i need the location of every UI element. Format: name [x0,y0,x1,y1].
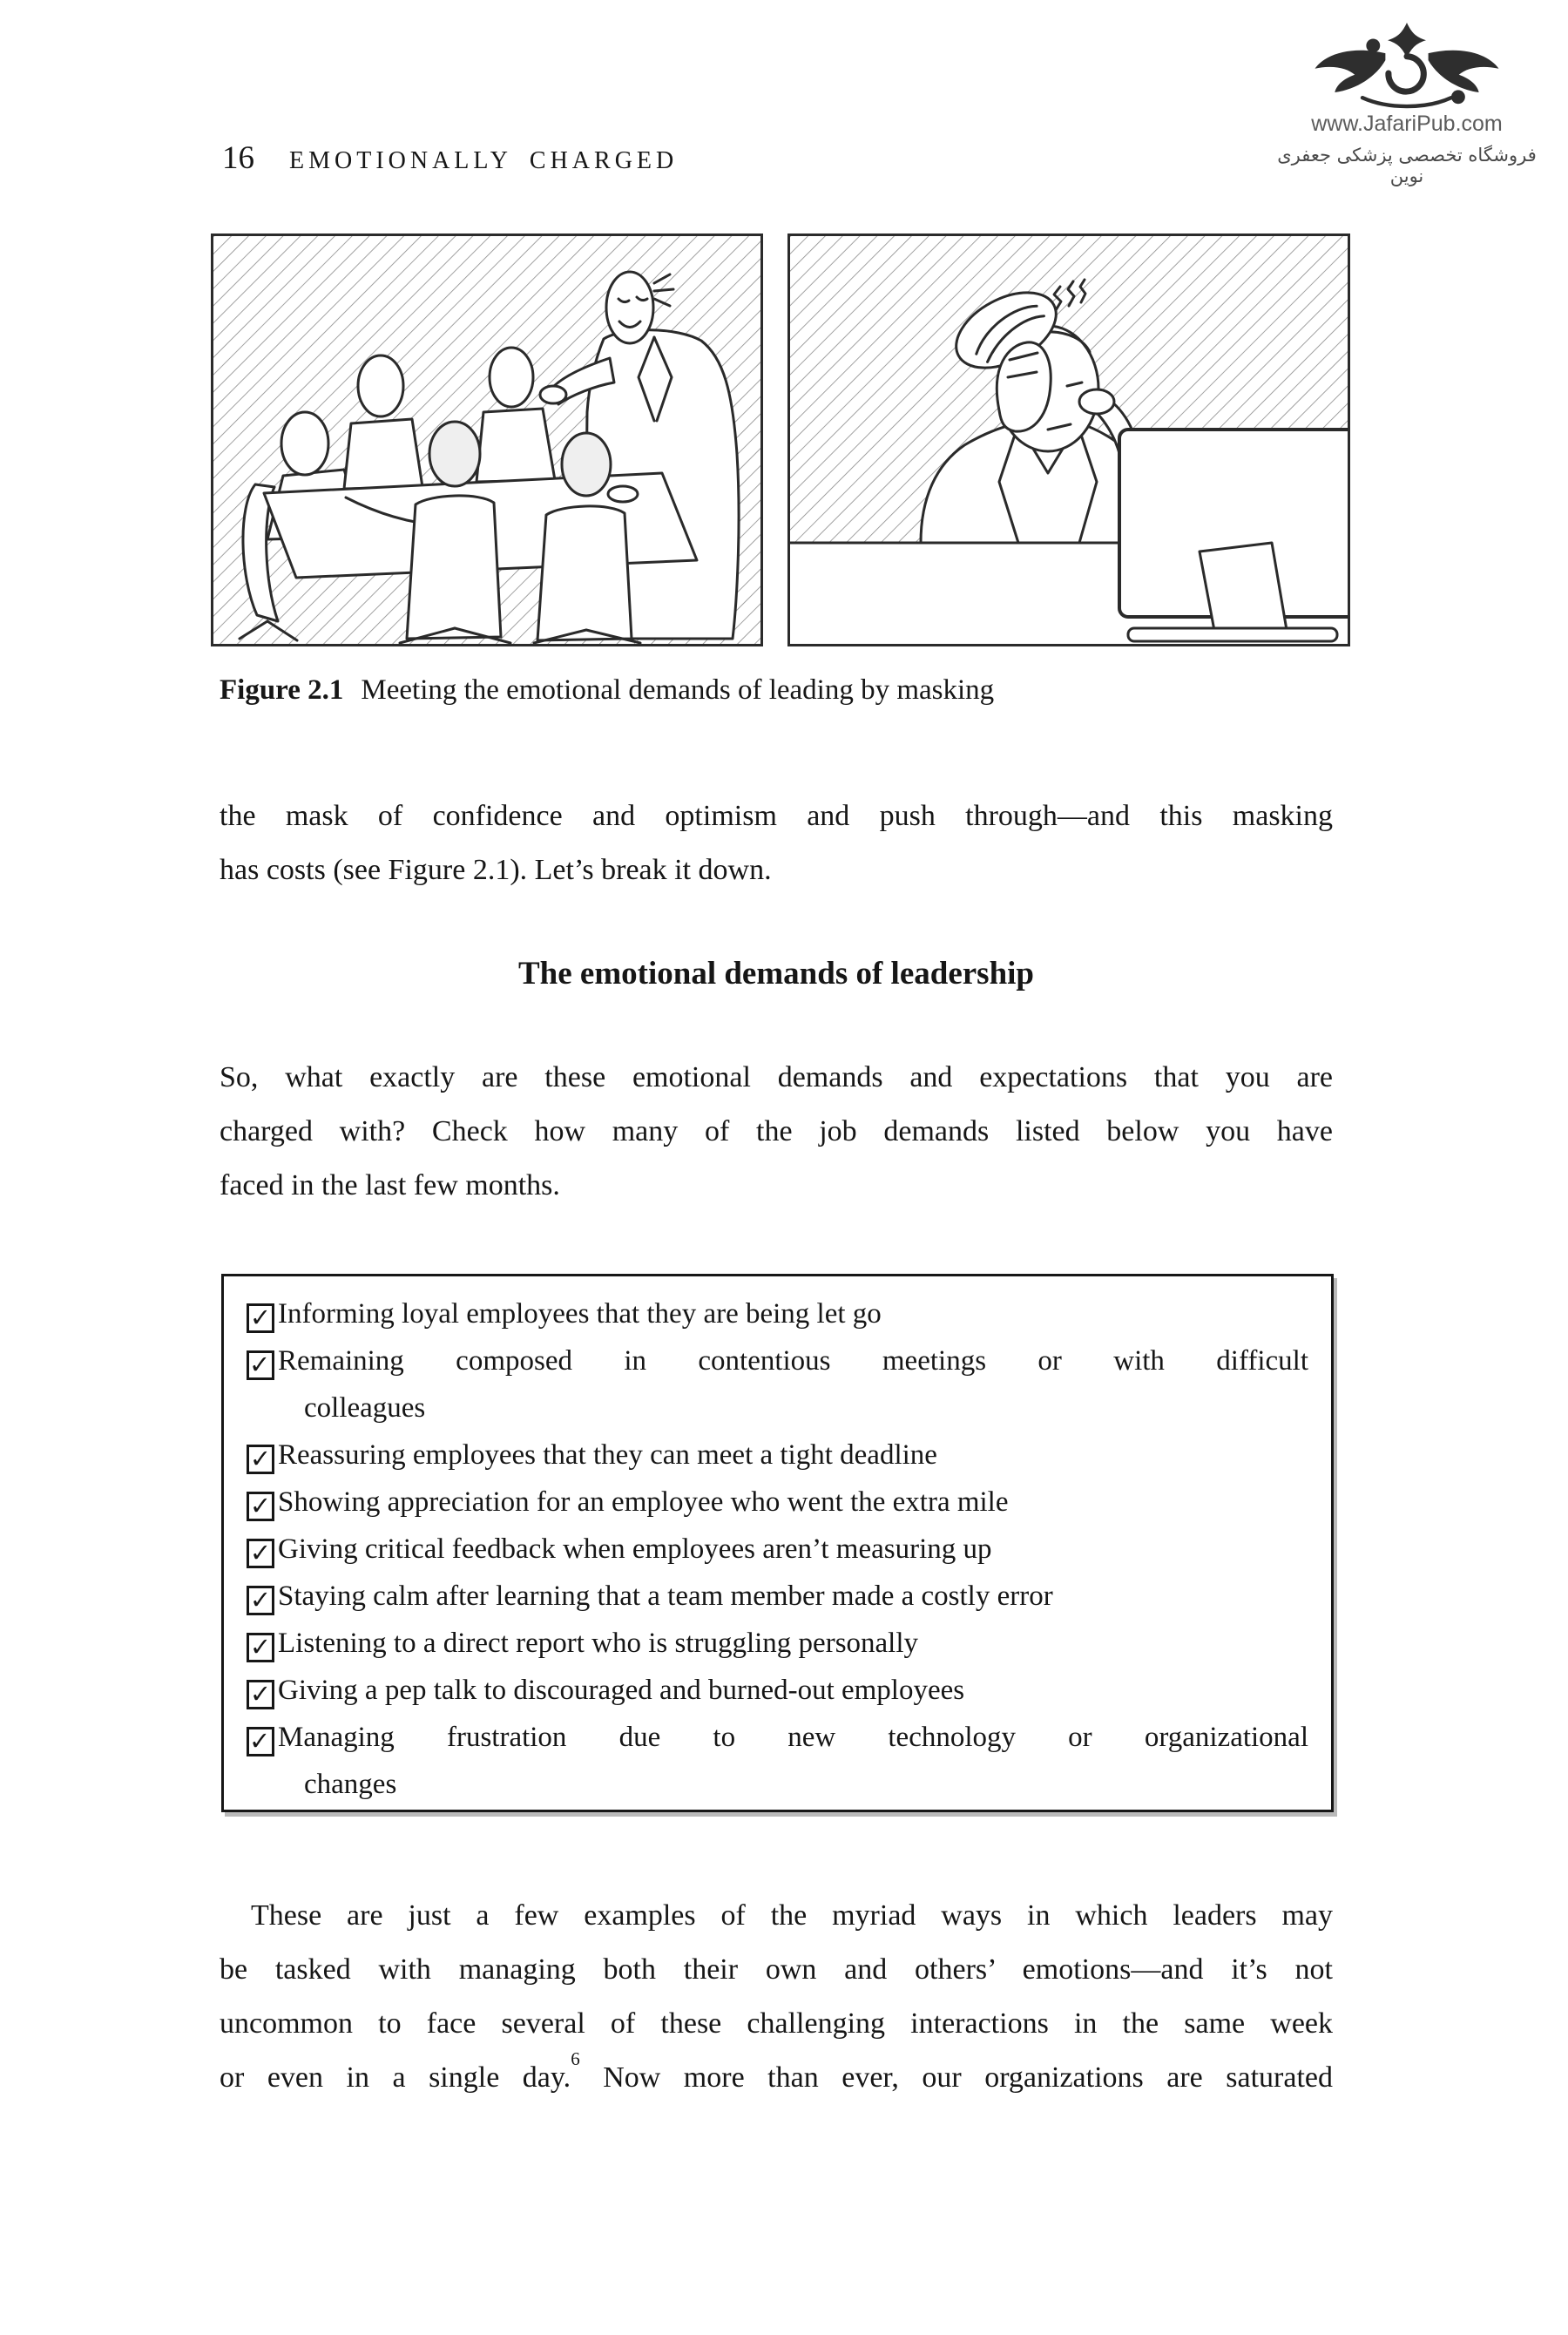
paragraph-line: These are just a few examples of the myriad ways in which leaders may [251,1899,1333,1932]
job-demands-checklist [221,1274,1334,1812]
checklist-item-text: Showing appreciation for an employee who went the extra mile [278,1486,1009,1518]
publisher-brand [1263,23,1551,186]
paragraph-2 [220,1051,1333,1213]
paragraph-line: has costs (see Figure 2.1). Let’s break it down. [220,854,772,886]
paragraph-line: the mask of confidence and optimism and push through—and this masking [220,800,1333,832]
checkbox-checked-icon: ✓ [247,1680,274,1709]
checklist-item-text: Giving critical feedback when employees aren’t measuring up [278,1533,992,1565]
checklist-item-text: Giving a pep talk to discouraged and burned-out employees [278,1675,965,1706]
paragraph-text: Now more than ever, our organizations are saturated [579,2061,1333,2094]
checklist-item-text: Informing loyal employees that they are being let go [278,1298,882,1330]
figure-2-1 [211,234,1350,646]
checklist-item [247,1431,1308,1479]
checkbox-checked-icon: ✓ [247,1586,274,1615]
checklist-item-text: Staying calm after learning that a team member made a costly error [278,1580,1053,1612]
checklist-item-wrap: colleagues [304,1392,426,1424]
checklist-item-text: Reassuring employees that they can meet a tight deadline [278,1439,937,1471]
paragraph-1 [220,789,1333,897]
figure-caption-text: Meeting the emotional demands of leading by masking [361,674,995,706]
running-title: EMOTIONALLY CHARGED [289,147,679,174]
checklist-item [247,1526,1308,1573]
paragraph-line [220,2047,1333,2105]
figure-caption [220,674,994,707]
checklist-item [247,1667,1308,1714]
paragraph-line: So, what exactly are these emotional demands and expectations that you are [220,1061,1333,1093]
page-header [222,139,678,177]
checkbox-checked-icon: ✓ [247,1303,274,1333]
footnote-marker: 6 [571,2047,580,2069]
checkbox-checked-icon: ✓ [247,1445,274,1474]
checklist-item [247,1620,1308,1667]
checkbox-checked-icon: ✓ [247,1492,274,1521]
meeting-masked-leader-illustration [211,234,763,646]
checklist-item [247,1714,1308,1761]
publisher-url: www.JafariPub.com [1311,112,1503,136]
paragraph-line: be tasked with managing both their own and others’ emotions—and it’s not [220,1953,1333,1986]
checkbox-checked-icon: ✓ [247,1633,274,1662]
paragraph-line: faced in the last few months. [220,1169,560,1201]
paragraph-text: or even in a single day. [220,2061,571,2094]
page-number: 16 [222,140,254,176]
paragraph-line: uncommon to face several of these challenging interactions in the same week [220,2007,1333,2040]
paragraph-3 [220,1889,1333,2105]
checklist-item-text: Listening to a direct report who is struggling personally [278,1628,919,1659]
checklist-item-wrap: changes [304,1769,397,1800]
publisher-logo-icon [1315,23,1499,112]
checkbox-checked-icon: ✓ [247,1539,274,1568]
checklist-item [247,1573,1308,1620]
checklist-item [247,1290,1308,1337]
checklist-item-text: Managing frustration due to new technology or organizational [278,1722,1308,1753]
checklist-item [247,1337,1308,1384]
section-heading: The emotional demands of leadership [517,956,1035,992]
paragraph-line: charged with? Check how many of the job demands listed below you have [220,1115,1333,1147]
publisher-tagline: فروشگاه تخصصی پزشکی جعفری نوین [1277,145,1537,186]
figure-caption-label: Figure 2.1 [220,674,344,706]
stressed-at-computer-illustration [787,234,1350,646]
checkbox-checked-icon: ✓ [247,1727,274,1756]
checkbox-checked-icon: ✓ [247,1350,274,1380]
checklist-item-text: Remaining composed in contentious meetings or with difficult [278,1345,1308,1377]
checklist-item [247,1479,1308,1526]
